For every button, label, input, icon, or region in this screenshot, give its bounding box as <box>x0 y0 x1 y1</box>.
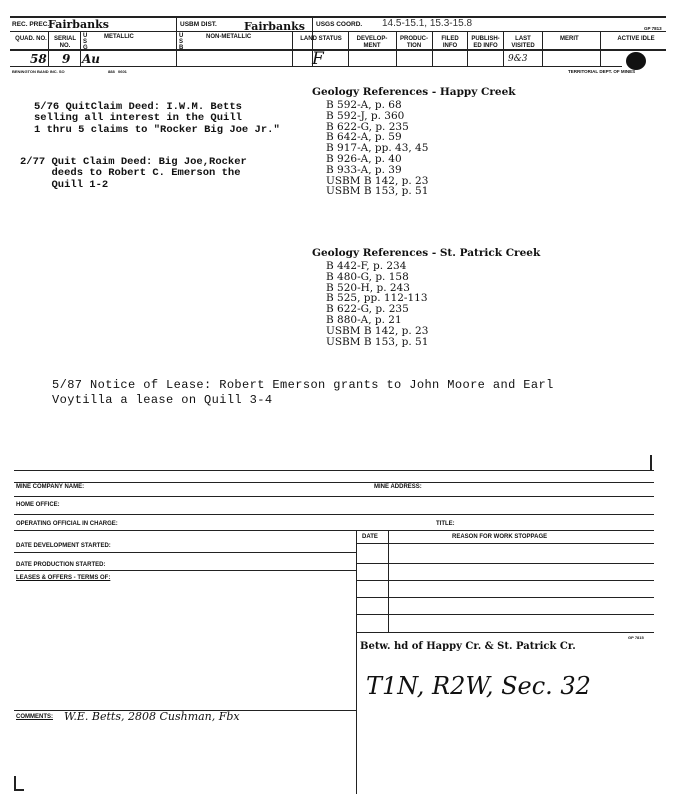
rec-prec-value: Fairbanks <box>48 18 109 31</box>
col-usg: U S G <box>83 33 88 51</box>
geology-ref-item: B 926-A, p. 40 <box>326 152 402 165</box>
usgs-coord-value: 14.5-15.1, 15.3-15.8 <box>382 18 473 29</box>
col-metallic: METALLIC <box>104 34 134 40</box>
usbm-dist-label: USBM DIST. <box>180 21 217 28</box>
published-value: 9&3 <box>508 54 528 64</box>
col-usb: U S B <box>179 33 184 51</box>
location-note: Betw. hd of Happy Cr. & St. Patrick Cr. <box>360 641 576 652</box>
home-office-label: HOME OFFICE: <box>16 502 60 508</box>
date-col-header: DATE <box>362 534 378 540</box>
col-active: ACTIVE IDLE <box>617 36 655 42</box>
note-entry-1: 5/76 QuitClaim Deed: I.W.M. Betts selling all interest in the Quill 1 thru 5 claims to "Rocker Big Joe Jr." <box>34 101 280 136</box>
metallic-value: Au <box>82 52 101 66</box>
form-number: GP 7813 <box>644 26 662 31</box>
geology-ref-item: USBM B 153, p. 51 <box>326 185 429 198</box>
serial-value: 9 <box>62 52 71 66</box>
geology-ref-item: B 880-A, p. 21 <box>326 313 402 326</box>
geology-ref-item: B 933-A, p. 39 <box>326 163 402 176</box>
reason-col-header: REASON FOR WORK STOPPAGE <box>452 534 548 540</box>
note-entry-3: 5/87 Notice of Lease: Robert Emerson grants to John Moore and Earl Voytilla a lease on Quill 3-4 <box>52 378 554 407</box>
col-production: PRODUC-TION <box>400 36 428 49</box>
col-quad-no: QUAD. NO. <box>15 36 47 42</box>
geology-happy-title: Geology References - Happy Creek <box>312 86 516 98</box>
usbm-dist-value: Fairbanks <box>244 20 305 33</box>
geology-ref-item: B 520-H, p. 243 <box>326 281 410 294</box>
geology-ref-item: B 480-G, p. 158 <box>326 270 409 283</box>
col-merit: MERIT <box>560 36 579 42</box>
geology-ref-item: B 642-A, p. 59 <box>326 131 402 144</box>
comments-value: W.E. Betts, 2808 Cushman, Fbx <box>64 710 240 723</box>
geology-ref-item: B 622-G, p. 235 <box>326 120 409 133</box>
geology-ref-item: B 592-A, p. 68 <box>326 99 402 111</box>
dept-label: TERRITORIAL DEPT. OF MINES <box>568 69 636 74</box>
land-status-value: F <box>312 49 324 69</box>
col-development: DEVELOP-MENT <box>356 36 388 49</box>
usgs-coord-label: USGS COORD. <box>316 21 363 28</box>
mine-address-label: MINE ADDRESS: <box>374 484 422 490</box>
mine-company-label: MINE COMPANY NAME: <box>16 484 85 490</box>
geology-ref-item: B 917-A, pp. 43, 45 <box>326 142 429 155</box>
geology-patrick-title: Geology References - St. Patrick Creek <box>312 247 541 259</box>
printer-codes: 888 0601 <box>108 69 127 74</box>
quad-value: 58 <box>30 52 47 66</box>
col-serial-no: SERIAL NO. <box>53 36 76 49</box>
location-form-number: GP 7815 <box>628 635 644 640</box>
township-handwritten: T1N, R2W, Sec. 32 <box>366 672 591 700</box>
geology-happy-refs <box>326 100 428 197</box>
operating-official-label: OPERATING OFFICIAL IN CHARGE: <box>16 521 118 527</box>
leases-label: LEASES & OFFERS - TERMS OF: <box>16 575 111 581</box>
geology-patrick-refs <box>326 261 428 347</box>
rec-prec-label: REC. PREC. <box>12 21 50 28</box>
geology-ref-item: B 525, pp. 112-113 <box>326 292 428 305</box>
printer-info: BENINGTON BAND INC. SO <box>12 69 65 74</box>
title-label: TITLE: <box>436 521 455 527</box>
col-non-metallic: NON-METALLIC <box>206 34 252 40</box>
col-published-info: PUBLISH-ED INFO <box>471 36 500 49</box>
col-last-visited: LAST VISITED <box>511 36 535 49</box>
note-entry-2: 2/77 Quit Claim Deed: Big Joe,Rocker deeds to Robert C. Emerson the Quill 1-2 <box>20 156 247 191</box>
geology-ref-item: USBM B 153, p. 51 <box>326 335 429 348</box>
geology-ref-item: B 592-J, p. 360 <box>326 109 405 122</box>
date-development-label: DATE DEVELOPMENT STARTED: <box>16 543 111 549</box>
geology-ref-item: USBM B 142, p. 23 <box>326 324 429 337</box>
col-filed-info: FILED INFO <box>441 36 459 49</box>
geology-ref-item: B 622-G, p. 235 <box>326 303 409 316</box>
comments-label: COMMENTS: <box>16 714 53 720</box>
geology-ref-item: B 442-F, p. 234 <box>326 260 407 272</box>
col-land-status: LAND STATUS <box>300 36 342 42</box>
geology-ref-item: USBM B 142, p. 23 <box>326 174 429 187</box>
date-production-label: DATE PRODUCTION STARTED: <box>16 562 106 568</box>
